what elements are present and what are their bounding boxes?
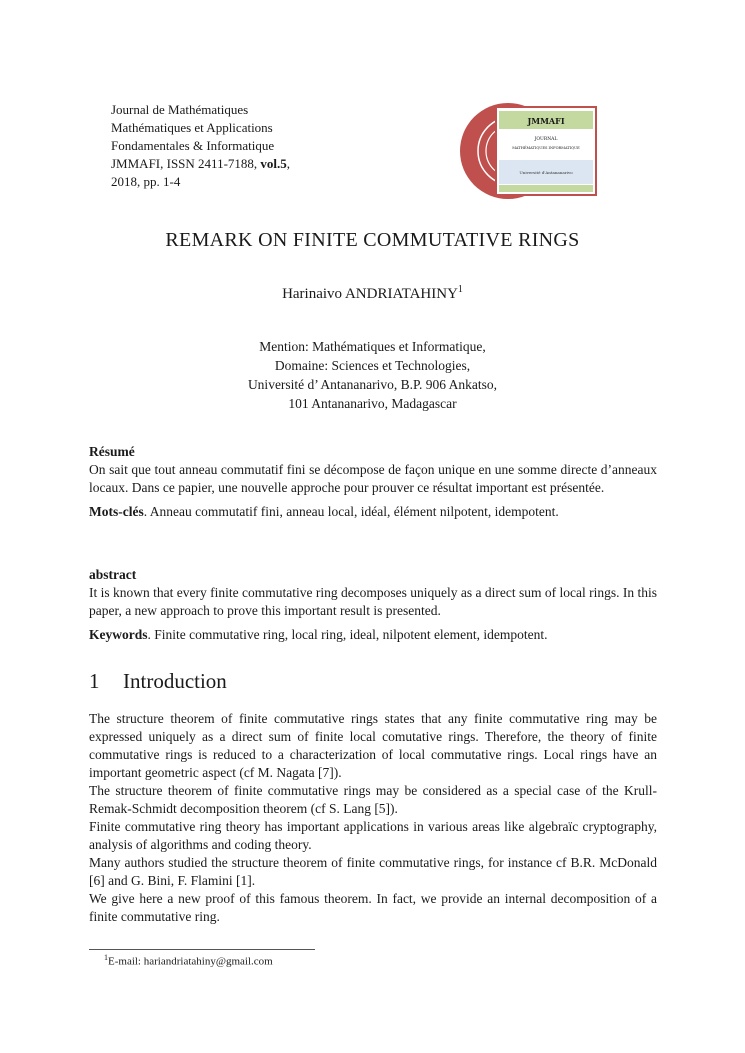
footnote <box>104 953 273 968</box>
journal-comma: , <box>286 156 291 171</box>
footnote-rule <box>89 949 315 950</box>
resume-text: On sait que tout anneau commutatif fini se décompose de façon unique en une somme directe d’anneaux locaux. Dans ce papier, une nouvelle approche pour prouver ce résultat important est présentée. <box>89 462 657 495</box>
jmmafi-logo <box>456 103 606 199</box>
abstract-keywords-label: Keywords <box>89 627 148 642</box>
journal-line: Fondamentales & Informatique <box>111 138 275 153</box>
abstract-heading: abstract <box>89 567 137 582</box>
journal-line: 2018, pp. 1-4 <box>111 174 181 189</box>
resume-keywords-text: . Anneau commutatif fini, anneau local, idéal, élément nilpotent, idempotent. <box>143 504 559 519</box>
footnote-mark: 1 <box>457 284 463 295</box>
affiliation-line: Université d’ Antananarivo, B.P. 906 Ankatso, <box>247 377 498 392</box>
footnote-email: E-mail: hariandriatahiny@gmail.com <box>108 955 273 968</box>
intro-paragraph: We give here a new proof of this famous theorem. In fact, we provide an internal decomposition of a finite commutative ring. <box>89 891 657 924</box>
intro-paragraph: Finite commutative ring theory has important applications in various areas like algebraïc cryptography, analysis of algorithms and coding theory. <box>89 819 657 852</box>
intro-paragraph: Many authors studied the structure theorem of finite commutative rings, for instance cf B.R. McDonald [6] and G. Bini, F. Flamini [1]. <box>89 855 657 888</box>
author-name: Harinaivo ANDRIATAHINY <box>282 286 458 302</box>
logo-subtitle: MATHÉMATIQUES INFORMATIQUE <box>512 146 580 150</box>
journal-line: Journal de Mathématiques <box>111 102 249 117</box>
logo-green-band-bottom <box>499 185 593 192</box>
affiliation-line: 101 Antananarivo, Madagascar <box>288 396 457 411</box>
logo-subtitle: JOURNAL <box>534 137 558 142</box>
journal-line <box>111 155 290 173</box>
section-title: Introduction <box>123 669 227 693</box>
author <box>0 284 745 303</box>
affiliation-line: Mention: Mathématiques et Informatique, <box>259 339 486 354</box>
journal-volume: vol.5 <box>260 156 287 171</box>
affiliation <box>0 337 745 413</box>
affiliation-line: Domaine: Sciences et Technologies, <box>274 358 471 373</box>
abstract-keywords <box>89 626 657 644</box>
abstract-block <box>89 566 657 644</box>
abstract-keywords-text: . Finite commutative ring, local ring, ideal, nilpotent element, idempotent. <box>147 627 548 642</box>
paper-title: REMARK ON FINITE COMMUTATIVE RINGS <box>165 229 580 251</box>
resume-keywords-label: Mots-clés <box>89 504 144 519</box>
abstract-text: It is known that every finite commutative ring decomposes uniquely as a direct sum of local rings. In this paper, a new approach to prove this important result is presented. <box>89 585 657 618</box>
logo-university: Université d'Antananarivo <box>519 170 573 175</box>
footnote-number: 1 <box>104 953 108 962</box>
journal-line: Mathématiques et Applications <box>111 120 273 135</box>
logo-title: JMMAFI <box>527 116 565 126</box>
resume-block <box>89 443 657 521</box>
intro-paragraph: The structure theorem of finite commutative rings states that any finite commutative ring may be expressed uniquely as a direct sum of finite local comutative rings. Therefore, the theory of finite commutative rings is reduced to a characterization of local commutative rings. Local rings have an important geometric aspect (cf M. Nagata [7]). <box>89 711 657 780</box>
resume-keywords <box>89 503 657 521</box>
section-number: 1 <box>89 669 100 693</box>
journal-header <box>111 101 290 191</box>
introduction-body <box>89 710 657 926</box>
intro-paragraph: The structure theorem of finite commutative rings may be considered as a special case of the Krull-Remak-Schmidt decomposition theorem (cf S. Lang [5]). <box>89 783 657 816</box>
logo-white-band <box>499 130 593 159</box>
section-heading <box>89 669 227 694</box>
resume-heading: Résumé <box>89 444 135 459</box>
journal-issn: JMMAFI, ISSN 2411-7188, <box>111 156 261 171</box>
